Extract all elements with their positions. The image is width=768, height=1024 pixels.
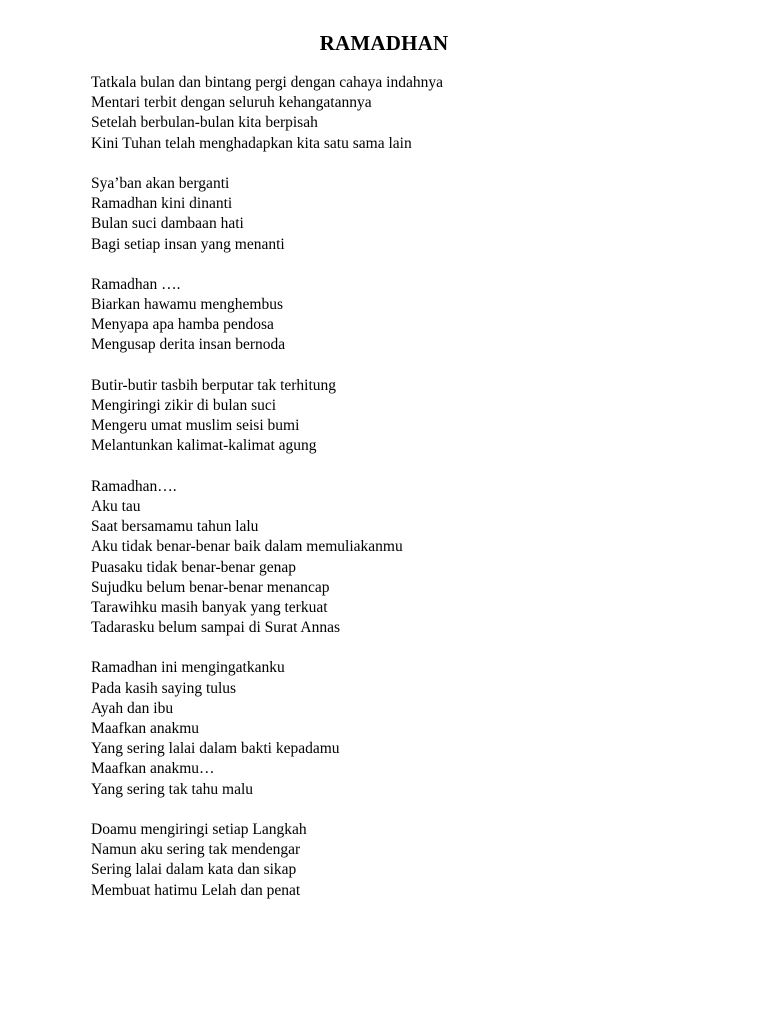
poem-stanza — [91, 658, 731, 799]
poem-line: Saat bersamamu tahun lalu — [91, 518, 259, 536]
poem-stanza — [91, 477, 731, 639]
poem-line: Kini Tuhan telah menghadapkan kita satu sama lain — [91, 134, 412, 152]
poem-stanza — [91, 174, 731, 255]
poem-line: Yang sering lalai dalam bakti kepadamu — [91, 740, 340, 758]
poem-line: Biarkan hawamu menghembus — [91, 296, 283, 314]
poem-line: Maafkan anakmu… — [91, 760, 215, 778]
poem-line: Ramadhan ini mengingatkanku — [91, 659, 285, 677]
page-title: RAMADHAN — [319, 31, 449, 55]
poem-line: Ramadhan …. — [91, 275, 181, 293]
poem-line: Membuat hatimu Lelah dan penat — [91, 881, 301, 899]
poem-stanza — [91, 73, 731, 154]
poem-line: Tarawihku masih banyak yang terkuat — [91, 598, 328, 616]
poem-line: Maafkan anakmu — [91, 720, 200, 737]
poem-line: Mengiringi zikir di bulan suci — [91, 397, 277, 414]
poem-line: Bulan suci dambaan hati — [91, 215, 244, 233]
poem-line: Butir-butir tasbih berputar tak terhitung — [91, 376, 337, 394]
poem-line: Aku tau — [91, 497, 141, 515]
poem-line: Tatkala bulan dan bintang pergi dengan cahaya indahnya — [91, 74, 443, 91]
poem-line: Doamu mengiringi setiap Langkah — [91, 820, 307, 838]
poem-line: Tadarasku belum sampai di Surat Annas — [91, 619, 341, 637]
poem-line: Setelah berbulan-bulan kita berpisah — [91, 114, 318, 132]
poem-line: Mentari terbit dengan seluruh kehangatannya — [91, 94, 372, 112]
poem-line: Bagi setiap insan yang menanti — [91, 235, 285, 253]
poem-body — [91, 73, 731, 921]
poem-line: Ramadhan…. — [91, 477, 177, 495]
poem-line: Namun aku sering tak mendengar — [91, 841, 301, 859]
poem-line: Puasaku tidak benar-benar genap — [91, 558, 296, 576]
poem-line: Sya’ban akan berganti — [91, 174, 230, 192]
poem-stanza — [91, 820, 731, 901]
poem-line: Sering lalai dalam kata dan sikap — [91, 861, 297, 879]
poem-line: Sujudku belum benar-benar menancap — [91, 578, 330, 596]
poem-line: Ayah dan ibu — [91, 699, 174, 717]
poem-line: Aku tidak benar-benar baik dalam memuliakanmu — [91, 538, 403, 556]
poem-line: Menyapa apa hamba pendosa — [91, 316, 274, 334]
poem-stanza — [91, 376, 731, 457]
poem-line: Pada kasih saying tulus — [91, 679, 237, 697]
poem-stanza — [91, 275, 731, 356]
poem-line: Ramadhan kini dinanti — [91, 195, 233, 213]
poem-line: Melantunkan kalimat-kalimat agung — [91, 437, 317, 455]
poem-line: Mengeru umat muslim seisi bumi — [91, 417, 300, 435]
poem-line: Yang sering tak tahu malu — [91, 780, 254, 798]
poem-line: Mengusap derita insan bernoda — [91, 336, 286, 354]
